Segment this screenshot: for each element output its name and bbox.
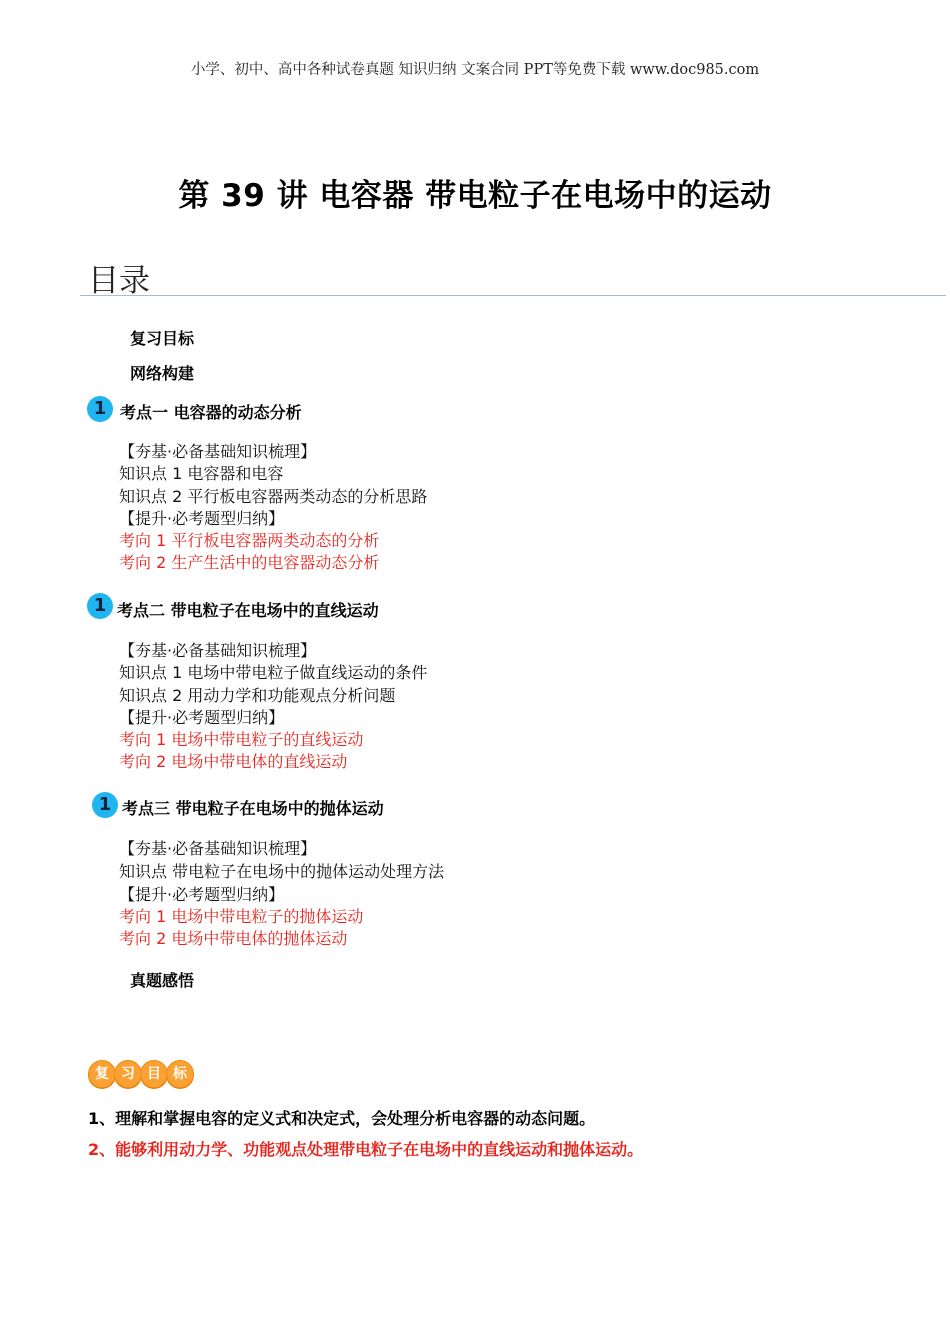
document-title: 第 39 讲 电容器 带电粒子在电场中的运动 xyxy=(178,178,772,214)
toc-link-real-exam[interactable]: 真题感悟 xyxy=(130,971,195,990)
toc-item[interactable]: 【夯基·必备基础知识梳理】 xyxy=(119,641,317,660)
toc-item[interactable]: 考向 2 生产生活中的电容器动态分析 xyxy=(119,553,380,572)
label-chip: 标 xyxy=(166,1060,194,1088)
goal-1: 1、理解和掌握电容的定义式和决定式，会处理分析电容器的动态问题。 xyxy=(88,1109,596,1128)
toc-link-section-2[interactable]: 考点二 带电粒子在电场中的直线运动 xyxy=(117,601,379,620)
toc-link-section-3[interactable]: 考点三 带电粒子在电场中的抛体运动 xyxy=(122,799,384,818)
page-header: 小学、初中、高中各种试卷真题 知识归纳 文案合同 PPT等免费下载 www.doc985.com xyxy=(190,62,760,78)
toc-item[interactable]: 【提升·必考题型归纳】 xyxy=(119,708,285,727)
toc-link-section-1[interactable]: 考点一 电容器的动态分析 xyxy=(120,403,302,422)
toc-heading: 目录 xyxy=(88,263,150,299)
toc-divider xyxy=(80,295,946,296)
goal-2: 2、能够利用动力学、功能观点处理带电粒子在电场中的直线运动和抛体运动。 xyxy=(88,1140,644,1159)
section-number-icon: 1 xyxy=(92,792,118,818)
toc-link-review-goal[interactable]: 复习目标 xyxy=(130,329,195,348)
toc-item[interactable]: 【提升·必考题型归纳】 xyxy=(119,509,285,528)
toc-item[interactable]: 知识点 带电粒子在电场中的抛体运动处理方法 xyxy=(119,862,445,881)
toc-item[interactable]: 考向 1 电场中带电粒子的直线运动 xyxy=(119,730,364,749)
label-chip: 习 xyxy=(114,1060,142,1088)
toc-item[interactable]: 知识点 1 电容器和电容 xyxy=(119,464,284,483)
label-chip: 复 xyxy=(88,1060,116,1088)
toc-item[interactable]: 知识点 1 电场中带电粒子做直线运动的条件 xyxy=(119,663,428,682)
toc-item[interactable]: 考向 2 电场中带电体的抛体运动 xyxy=(119,929,348,948)
label-chip: 目 xyxy=(140,1060,168,1088)
toc-item[interactable]: 【提升·必考题型归纳】 xyxy=(119,885,285,904)
toc-item[interactable]: 考向 2 电场中带电体的直线运动 xyxy=(119,752,348,771)
toc-item[interactable]: 考向 1 平行板电容器两类动态的分析 xyxy=(119,531,380,550)
toc-item[interactable]: 知识点 2 用动力学和功能观点分析问题 xyxy=(119,686,396,705)
toc-item[interactable]: 【夯基·必备基础知识梳理】 xyxy=(119,839,317,858)
toc-item[interactable]: 【夯基·必备基础知识梳理】 xyxy=(119,442,317,461)
toc-link-network[interactable]: 网络构建 xyxy=(130,364,195,383)
review-goal-label xyxy=(88,1060,192,1088)
toc-item[interactable]: 知识点 2 平行板电容器两类动态的分析思路 xyxy=(119,487,428,506)
toc-item[interactable]: 考向 1 电场中带电粒子的抛体运动 xyxy=(119,907,364,926)
section-number-icon: 1 xyxy=(87,593,113,619)
section-number-icon: 1 xyxy=(87,396,113,422)
